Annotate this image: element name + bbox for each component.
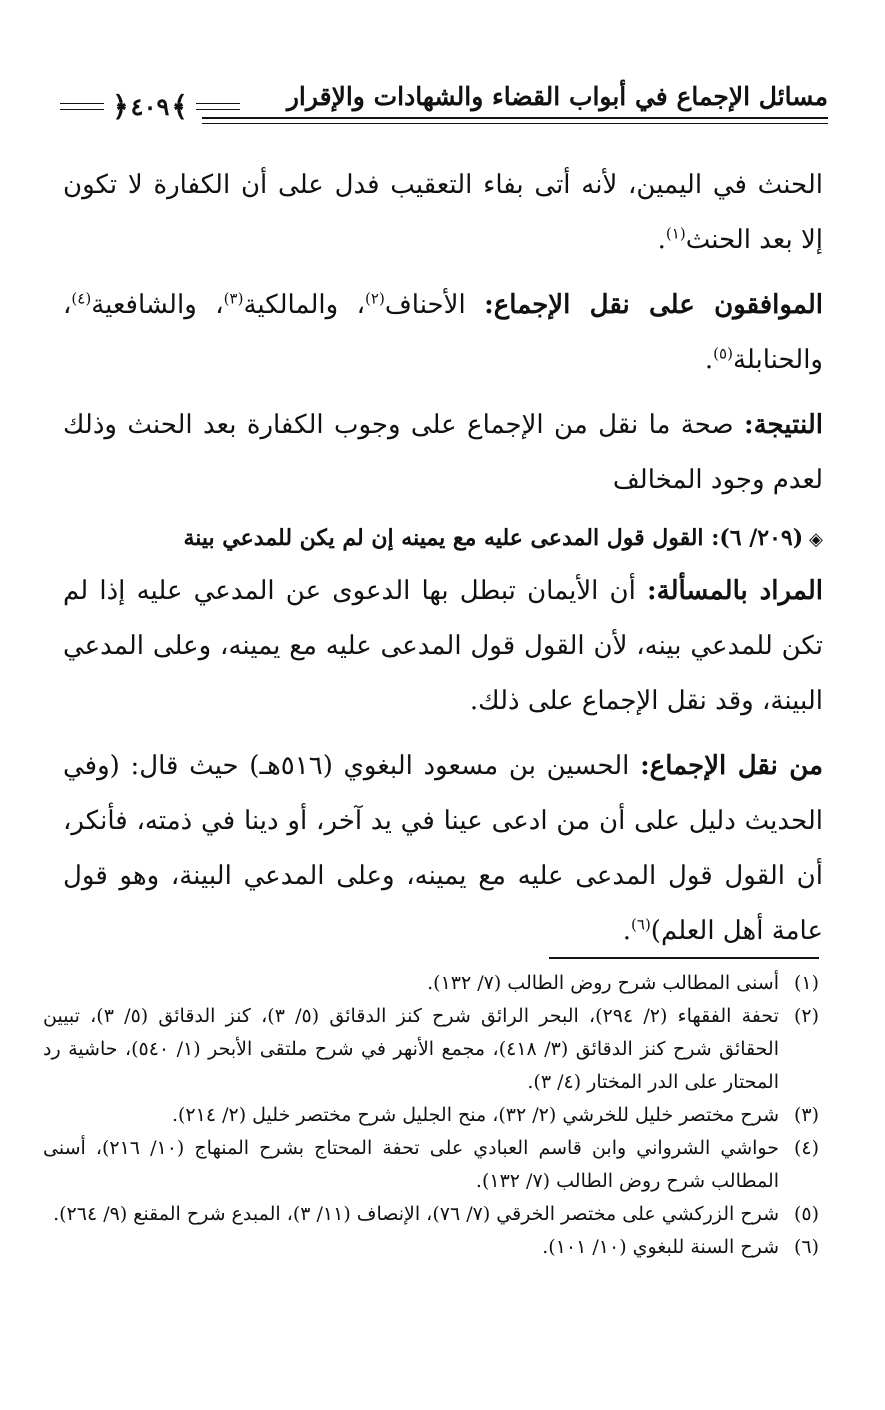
footnote <box>43 967 819 1000</box>
issue-heading-text: (٢٠٩/ ٦): القول قول المدعى عليه مع يمينه إن لم يكن للمدعي بينة <box>183 525 804 551</box>
paragraph-continuation <box>63 158 823 268</box>
section-lead: المراد بالمسألة: <box>647 576 824 606</box>
footnote-separator <box>549 957 819 959</box>
header-rule-thin <box>202 123 828 124</box>
footnote-ref: (٥) <box>713 344 733 363</box>
footnote-number: (٦) <box>793 1236 819 1258</box>
footnote-ref: (٤) <box>71 289 92 308</box>
paragraph-result <box>63 398 823 508</box>
footnote-ref: (٣) <box>223 289 244 308</box>
paragraph-meaning <box>63 564 823 729</box>
issue-heading <box>63 518 823 560</box>
main-text <box>63 158 823 969</box>
page-number: ٤٠٩ <box>130 91 170 121</box>
footnote <box>43 1132 819 1198</box>
footnote-number: (١) <box>793 972 819 994</box>
section-lead: النتيجة: <box>743 410 823 440</box>
paragraph-transmitter <box>63 739 823 959</box>
footnote-number: (٥) <box>793 1203 819 1225</box>
footnote <box>43 1198 819 1231</box>
footnote-ref: (٦) <box>631 915 651 934</box>
paragraph-text: ، والشافعية <box>91 290 224 320</box>
footnote <box>43 1099 819 1132</box>
header-rule <box>202 117 828 119</box>
footnote-text: شرح مختصر خليل للخرشي (٢/ ٣٢)، منح الجليل شرح مختصر خليل (٢/ ٢١٤). <box>171 1104 779 1126</box>
footnotes <box>43 967 819 1264</box>
punctuation: . <box>704 345 714 375</box>
footnote-ref: (٢) <box>365 289 385 308</box>
footnote <box>43 1000 819 1099</box>
footnote-text: شرح السنة للبغوي (١٠/ ١٠١). <box>542 1236 779 1258</box>
paragraph-text: أن الأيمان تبطل بها الدعوى عن المدعي عليه إذا لم تكن للمدعي بينه، لأن القول قول المدعى عليه مع يمينه، وعلى المدعي البينة، وقد نقل الإجماع على ذلك. <box>63 576 823 716</box>
paragraph-text: صحة ما نقل من الإجماع على وجوب الكفارة بعد الحنث وذلك لعدم وجود المخالف <box>63 410 823 495</box>
diamond-bullet-icon: ◈ <box>809 529 823 550</box>
footnote <box>43 1231 819 1264</box>
punctuation: . <box>657 225 666 255</box>
footnote-text: حواشي الشرواني وابن قاسم العبادي على تحفة المحتاج بشرح المنهاج (١٠/ ٢١٦)، أسنى المطالب شرح روض الطالب (٧/ ١٣٢). <box>43 1137 779 1192</box>
paragraph-text: ، والمالكية <box>243 290 366 320</box>
paragraph-text: الحسين بن مسعود البغوي (٥١٦هـ) حيث قال: (وفي الحديث دليل على أن من ادعى عينا في يد آخر، أو دينا في ذمته، فأنكر، أن القول قول المدعى عليه مع يمينه، وعلى المدعي البينة، وهو قول عامة أهل العلم) <box>63 751 823 946</box>
paragraph-agreeing-scholars <box>63 278 823 388</box>
header-title: مسائل الإجماع في أبواب القضاء والشهادات والإقرار <box>286 82 828 111</box>
section-lead: الموافقون على نقل الإجماع: <box>484 290 824 320</box>
running-header <box>52 78 828 126</box>
footnote-text: أسنى المطالب شرح روض الطالب (٧/ ١٣٢). <box>427 972 779 994</box>
footnote-number: (٢) <box>793 1005 819 1027</box>
page-number-ornament <box>104 86 196 126</box>
punctuation: . <box>622 916 632 946</box>
section-lead: من نقل الإجماع: <box>640 751 824 781</box>
ornament-bracket-left: ﴿ <box>112 89 129 123</box>
paragraph-text: ، والحنابلة <box>63 290 823 375</box>
footnote-text: تحفة الفقهاء (٢/ ٢٩٤)، البحر الرائق شرح كنز الدقائق (٥/ ٣)، كنز الدقائق (٥/ ٣)، تبيين الحقائق شرح كنز الدقائق (٣/ ٤١٨)، مجمع الأنهر في شرح ملتقى الأبحر (١/ ٥٤٠)، حاشية رد المحتار على الدر المختار (٤/ ٣). <box>43 1005 779 1093</box>
paragraph-text: الحنث في اليمين، لأنه أتى بفاء التعقيب فدل على أن الكفارة لا تكون إلا بعد الحنث <box>63 170 823 255</box>
ornament-bracket-right: ﴾ <box>171 89 188 123</box>
footnote-number: (٤) <box>793 1137 819 1159</box>
footnote-text: شرح الزركشي على مختصر الخرقي (٧/ ٧٦)، الإنصاف (١١/ ٣)، المبدع شرح المقنع (٩/ ٢٦٤). <box>53 1203 779 1225</box>
paragraph-text: الأحناف <box>384 290 485 320</box>
footnote-ref: (١) <box>665 224 686 243</box>
footnote-number: (٣) <box>793 1104 819 1126</box>
